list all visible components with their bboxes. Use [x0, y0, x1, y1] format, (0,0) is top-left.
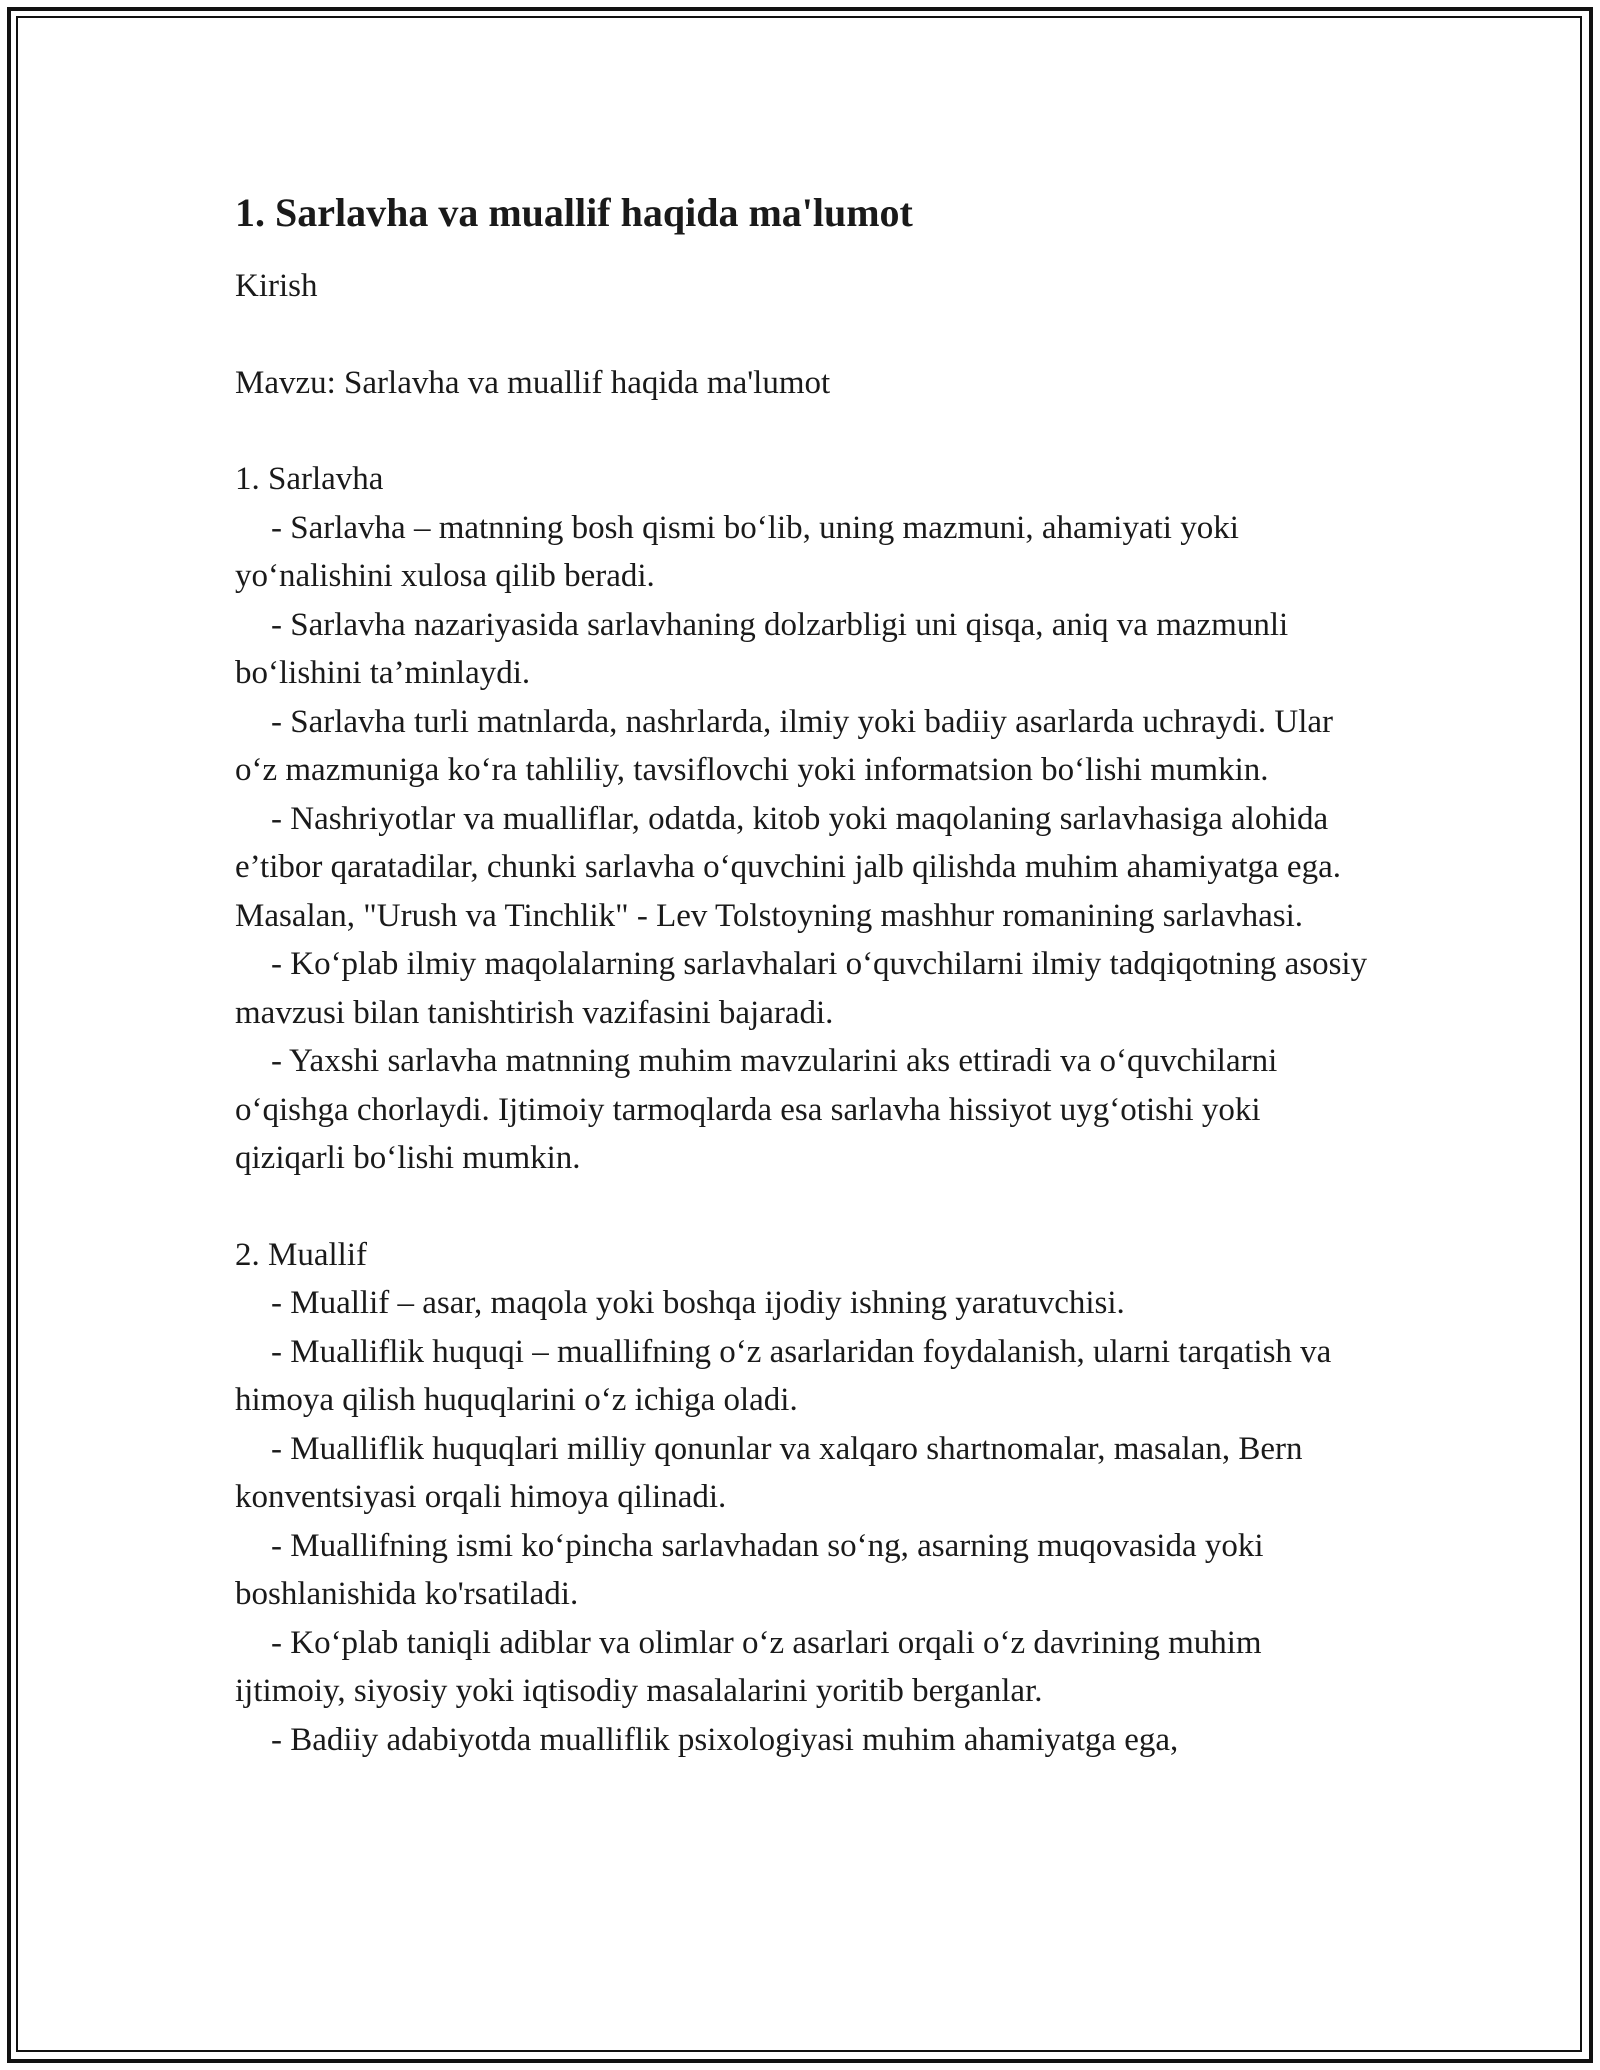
section-title: 2. Muallif: [235, 1236, 367, 1273]
bullet-item: - Sarlavha – matnning bosh qismi bo‘lib, uning mazmuni, ahamiyati yoki yo‘nalishini xulosa qilib beradi.: [235, 509, 1239, 594]
section-title: 1. Sarlavha: [235, 461, 384, 497]
topic-line: Mavzu: Sarlavha va muallif haqida ma'lumot: [235, 364, 831, 401]
section-sarlavha: [235, 455, 1375, 1183]
bullet-item: - Mualliflik huquqlari milliy qonunlar va xalqaro shartnomalar, masalan, Bern konventsiyasi orqali himoya qilinadi.: [235, 1430, 1303, 1515]
bullet-item: - Mualliflik huquqi – muallifning o‘z asarlaridan foydalanish, ularni tarqatish va himoya qilish huquqlarini o‘z ichiga oladi.: [235, 1333, 1332, 1418]
bullet-item: - Badiiy adabiyotda mualliflik psixologiyasi muhim ahamiyatga ega,: [271, 1721, 1179, 1758]
bullet-item: - Sarlavha nazariyasida sarlavhaning dolzarbligi uni qisqa, aniq va mazmunli bo‘lishini ta’minlaydi.: [235, 606, 1289, 691]
document-heading: 1. Sarlavha va muallif haqida ma'lumot: [235, 190, 913, 235]
bullet-item: - Yaxshi sarlavha matnning muhim mavzularini aks ettiradi va o‘quvchilarni o‘qishga chorlaydi. Ijtimoiy tarmoqlarda esa sarlavha hissiyot uyg‘otishi yoki qiziqarli bo‘lishi mumkin.: [235, 1043, 1278, 1176]
document-body: [235, 188, 1375, 1812]
bullet-item: - Muallif – asar, maqola yoki boshqa ijodiy ishning yaratuvchisi.: [271, 1285, 1125, 1321]
bullet-item: - Nashriyotlar va mualliflar, odatda, kitob yoki maqolaning sarlavhasiga alohida e’tibor qaratadilar, chunki sarlavha o‘quvchini jalb qilishda muhim ahamiyatga ega. Masalan, "Urush va Tinchlik" - Lev Tolstoyning mashhur romanining sarlavhasi.: [235, 800, 1341, 934]
bullet-item: - Muallifning ismi ko‘pincha sarlavhadan so‘ng, asarning muqovasida yoki boshlanishida ko'rsatiladi.: [235, 1527, 1264, 1612]
bullet-item: - Ko‘plab ilmiy maqolalarning sarlavhalari o‘quvchilarni ilmiy tadqiqotning asosiy mavzusi bilan tanishtirish vazifasini bajaradi.: [235, 946, 1368, 1031]
intro-label: Kirish: [235, 268, 318, 304]
section-muallif: [235, 1231, 1375, 1765]
bullet-item: - Ko‘plab taniqli adiblar va olimlar o‘z asarlari orqali o‘z davrining muhim ijtimoiy, siyosiy yoki iqtisodiy masalalarini yoritib berganlar.: [235, 1624, 1262, 1709]
bullet-item: - Sarlavha turli matnlarda, nashrlarda, ilmiy yoki badiiy asarlarda uchraydi. Ular o‘z mazmuniga ko‘ra tahliliy, tavsiflovchi yoki informatsion bo‘lishi mumkin.: [235, 703, 1334, 788]
